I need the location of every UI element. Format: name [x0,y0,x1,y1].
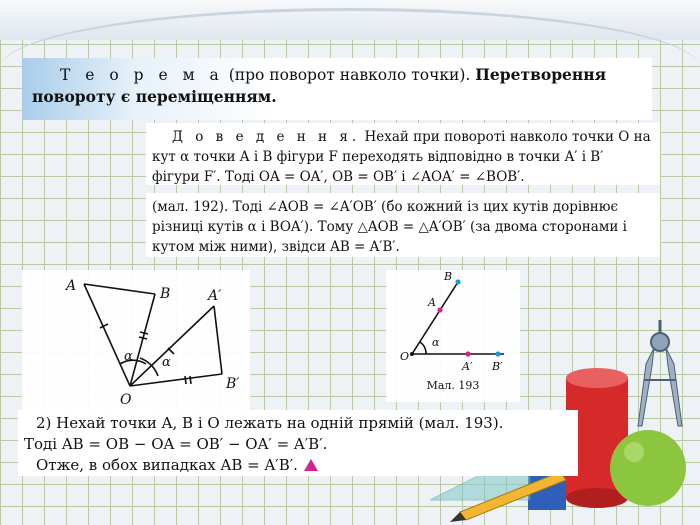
segment-ao [84,284,130,386]
label-b: B [444,270,453,283]
segment-ob1 [130,374,222,386]
theorem-block [22,58,652,120]
label-o: O [400,350,410,363]
theorem-statement: Перетворення повороту є переміщенням. [32,65,607,106]
tick-bo-1 [140,332,148,334]
proof-text-1: Нехай при повороті навколо точки O на кут α точки A і B фігури F переходять відповідно в точки A′ і B′ фігури F′. Тоді OA = OA′, OB = OB′ і ∠AOA′ = ∠BOB′. [152,129,651,185]
proof-word: Д о в е д е н н я. [172,129,361,145]
label-b: B [160,286,171,302]
proof-paragraph-3 [18,410,578,476]
tick-bo-2 [139,337,147,339]
proof-line-3-wrap [36,455,572,476]
label-a: A [428,296,436,309]
end-of-proof-icon [304,459,318,471]
theorem-word: Т е о р е м а [60,66,224,84]
tick-ob1-1 [185,376,186,384]
proof-line-3: Отже, в обох випадках AB = A′B′. [36,456,298,474]
tick-ob1-2 [190,376,191,384]
label-a1: A′ [208,288,222,304]
label-b1: B′ [226,376,240,392]
point-b [455,279,460,284]
segment-a1o [130,306,214,386]
figure-192-drawing [22,270,250,410]
proof-line-2: Тоді AB = OB − OA = OB′ − OA′ = A′B′. [24,435,328,453]
label-alpha: α [432,336,440,349]
label-a1: A′ [462,360,473,373]
compass-icon [638,320,682,426]
segment-a1b1 [214,306,222,374]
segment-ab [84,284,155,294]
theorem-paren: (про поворот навколо точки). [228,66,471,84]
proof-line-1: 2) Нехай точки A, B і O лежать на одній прямій (мал. 193). [36,414,504,432]
proof-paragraph-1 [146,123,660,185]
proof-paragraph-2 [146,193,660,257]
point-o [410,352,414,356]
label-o: O [120,392,132,408]
figure-193-caption: Мал. 193 [426,379,480,392]
figure-192 [22,270,250,410]
proof-text-2: (мал. 192). Тоді ∠AOB = ∠A′OB′ (бо кожний із цих кутів дорівнює різниці кутів α і BOA′). Тому △AOB = △A′OB′ (за двома сторонами і кутом між ними), звідси AB = A′B′. [152,199,627,255]
label-b1: B′ [492,360,503,373]
tick-a1o [168,348,174,354]
label-a: A [66,278,77,294]
label-alpha-2: α [162,355,171,370]
label-alpha-1: α [124,349,133,364]
sphere-icon [610,430,686,506]
segment-bo [130,294,155,386]
